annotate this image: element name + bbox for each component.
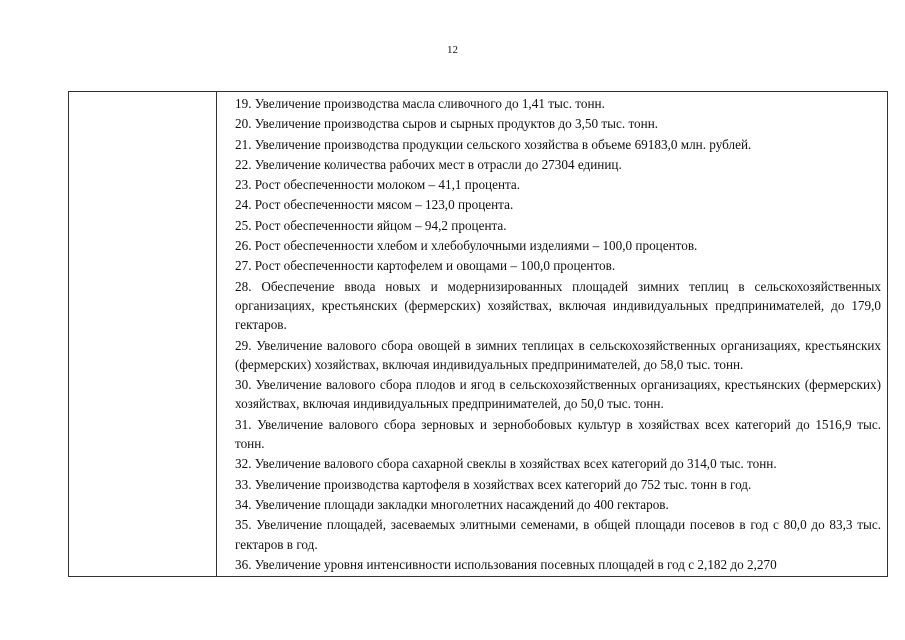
table-right-column [217, 92, 887, 576]
indicators-table [68, 91, 888, 577]
list-item: 31. Увеличение валового сбора зерновых и зернобобовых культур в хозяйствах всех категорий до 1516,9 тыс. тонн. [235, 416, 881, 452]
page-number: 12 [447, 44, 458, 56]
list-item: 20. Увеличение производства сыров и сырных продуктов до 3,50 тыс. тонн. [235, 116, 659, 132]
list-item: 36. Увеличение уровня интенсивности использования посевных площадей в год с 2,182 до 2,270 [235, 556, 777, 572]
list-item: 32. Увеличение валового сбора сахарной свеклы в хозяйствах всех категорий до 314,0 тыс. тонн. [235, 456, 777, 472]
list-item: 21. Увеличение производства продукции сельского хозяйства в объеме 69183,0 млн. рублей. [235, 136, 752, 152]
list-item: 34. Увеличение площади закладки многолетних насаждений до 400 гектаров. [235, 496, 669, 512]
list-item: 28. Обеспечение ввода новых и модернизированных площадей зимних теплиц в сельскохозяйственных организациях, крестьянских (фермерских) хозяйствах, включая индивидуальных предпринимателей, до 179,0 гектаров. [235, 278, 881, 333]
list-item: 24. Рост обеспеченности мясом – 123,0 процента. [235, 197, 514, 213]
list-item: 25. Рост обеспеченности яйцом – 94,2 процента. [235, 217, 507, 233]
list-item: 33. Увеличение производства картофеля в хозяйствах всех категорий до 752 тыс. тонн в год. [235, 476, 752, 492]
list-item: 26. Рост обеспеченности хлебом и хлебобулочными изделиями – 100,0 процентов. [235, 238, 698, 254]
list-item: 29. Увеличение валового сбора овощей в зимних теплицах в сельскохозяйственных организациях, крестьянских (фермерских) хозяйствах, включая индивидуальных предпринимателей, до 58,0 тыс. тонн. [235, 337, 881, 372]
list-item: 30. Увеличение валового сбора плодов и ягод в сельскохозяйственных организациях, крестьянских (фермерских) хозяйствах, включая индивидуальных предпринимателей, до 50,0 тыс. тонн. [235, 377, 881, 412]
list-item: 22. Увеличение количества рабочих мест в отрасли до 27304 единиц. [235, 156, 622, 172]
list-item: 19. Увеличение производства масла сливочного до 1,41 тыс. тонн. [235, 96, 605, 111]
list-item: 27. Рост обеспеченности картофелем и овощами – 100,0 процентов. [235, 258, 616, 274]
list-item: 23. Рост обеспеченности молоком – 41,1 процента. [235, 177, 521, 193]
table-left-column [69, 92, 217, 576]
list-item: 35. Увеличение площадей, засеваемых элитными семенами, в общей площади посевов в год с 80,0 до 83,3 тыс. гектаров в год. [235, 517, 881, 552]
